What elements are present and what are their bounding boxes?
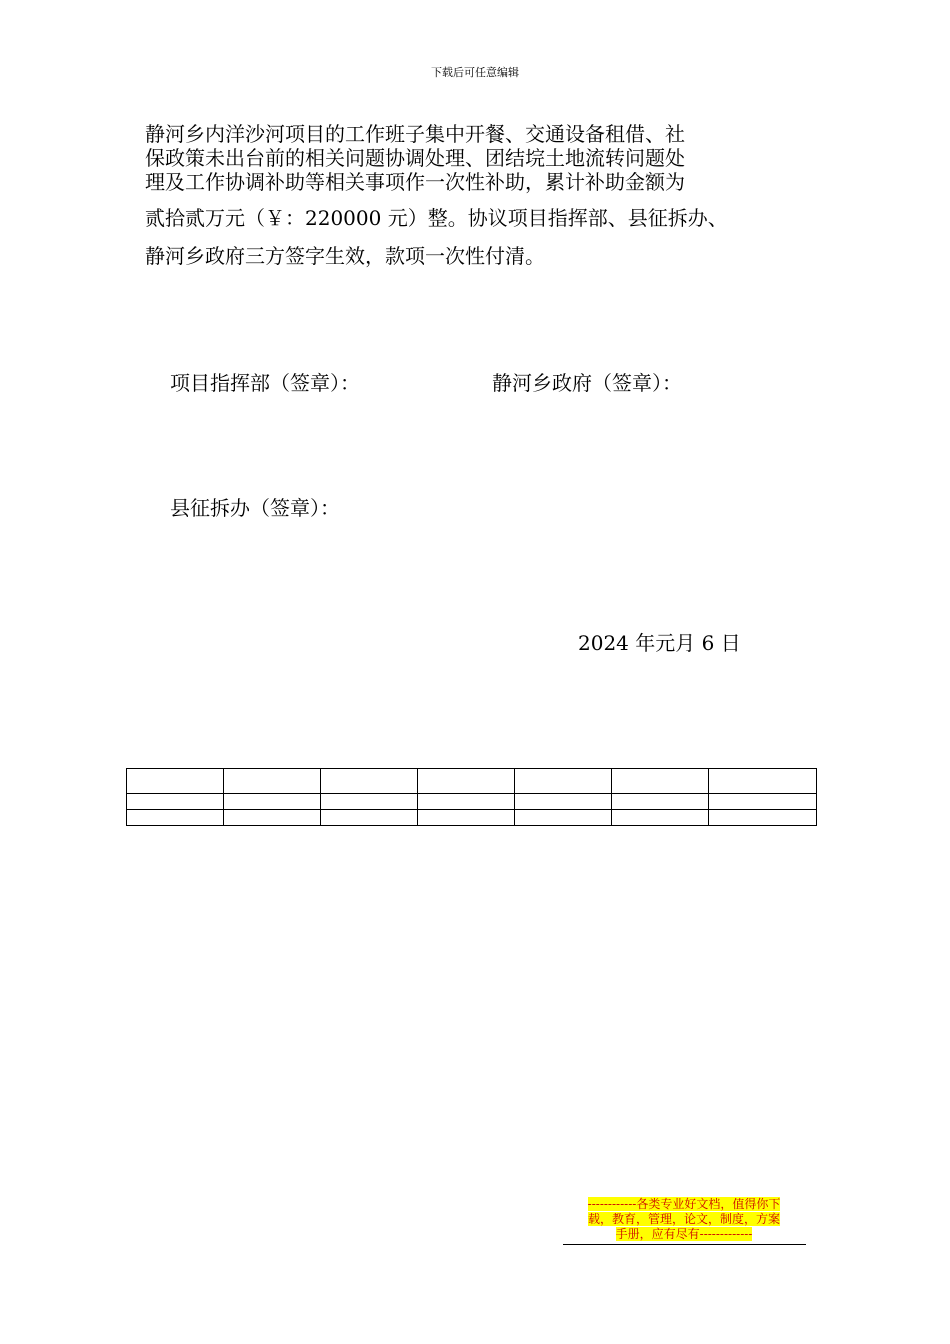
table-cell [418, 769, 515, 794]
table-cell [709, 794, 817, 810]
table-cell [612, 810, 709, 826]
body-line-1: 静河乡内洋沙河项目的工作班子集中开餐、交通设备租借、社 [145, 122, 685, 146]
table-cell [321, 810, 418, 826]
footer-promo [563, 1197, 805, 1242]
signature-project-hq: 项目指挥部（签章）： [170, 371, 360, 395]
footer-line-1: ------------各类专业好文档，值得你下 [587, 1197, 781, 1211]
table-cell [515, 794, 612, 810]
footer-line-3: 手册，应有尽有------------- [615, 1227, 753, 1241]
body-line-4: 贰拾贰万元（￥：220000 元）整。协议项目指挥部、县征拆办、 [145, 206, 728, 230]
table-cell [418, 794, 515, 810]
body-line-3: 理及工作协调补助等相关事项作一次性补助，累计补助金额为 [145, 170, 685, 194]
table-row [127, 769, 817, 794]
table-cell [515, 769, 612, 794]
signature-town-government: 静河乡政府（签章）： [492, 371, 682, 395]
body-line-2: 保政策未出台前的相关问题协调处理、团结垸土地流转问题处 [145, 146, 685, 170]
footer-divider [563, 1244, 806, 1245]
table-cell [224, 810, 321, 826]
blank-table [126, 768, 817, 826]
table-cell [224, 794, 321, 810]
table-cell [224, 769, 321, 794]
table-cell [321, 794, 418, 810]
table-cell [127, 794, 224, 810]
table-cell [515, 810, 612, 826]
signature-county-office: 县征拆办（签章）： [170, 496, 340, 520]
document-date: 2024 年元月 6 日 [578, 631, 741, 655]
table-cell [321, 769, 418, 794]
body-line-5: 静河乡政府三方签字生效，款项一次性付清。 [145, 244, 545, 268]
table-cell [709, 810, 817, 826]
footer-line-2: 载，教育，管理，论文，制度，方案 [587, 1212, 780, 1226]
table-cell [127, 769, 224, 794]
table-cell [612, 769, 709, 794]
table-cell [612, 794, 709, 810]
table-row [127, 794, 817, 810]
table-cell [709, 769, 817, 794]
table-cell [127, 810, 224, 826]
table-row [127, 810, 817, 826]
table-cell [418, 810, 515, 826]
page-header: 下载后可任意编辑 [431, 66, 519, 79]
